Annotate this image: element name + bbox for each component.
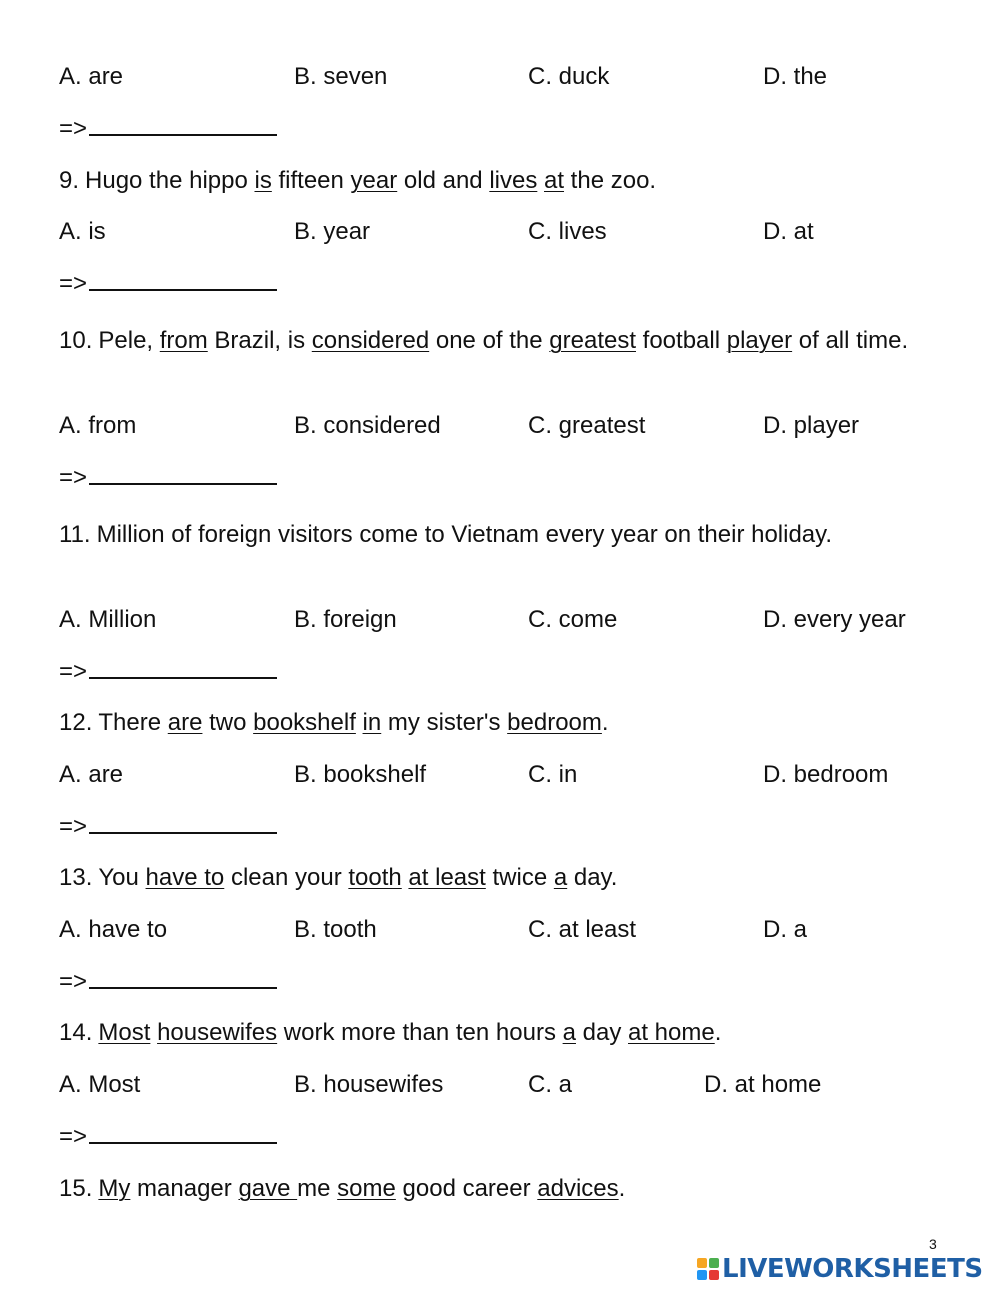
q15-number: 15. bbox=[59, 1175, 93, 1202]
logo-block-red bbox=[709, 1270, 719, 1280]
q14-option-c: C. a bbox=[528, 1071, 573, 1098]
logo-block-orange bbox=[697, 1258, 707, 1268]
q9-answer-blank[interactable] bbox=[89, 269, 277, 291]
q13-number: 13. bbox=[59, 864, 93, 891]
q9-option-b: B. year bbox=[294, 218, 371, 245]
q12-option-b: B. bookshelf bbox=[294, 761, 427, 788]
logo-block-blue bbox=[697, 1270, 707, 1280]
q13-answer-blank[interactable] bbox=[89, 967, 277, 989]
q14-answer-line: => bbox=[59, 1122, 277, 1152]
q8-option-a: A. are bbox=[59, 63, 124, 90]
q11-option-d: D. every year bbox=[763, 606, 906, 633]
q10-option-c: C. greatest bbox=[528, 412, 646, 439]
q11-option-c: C. come bbox=[528, 606, 618, 633]
q13-option-b: B. tooth bbox=[294, 916, 377, 943]
liveworksheets-logo[interactable] bbox=[697, 1254, 983, 1284]
q11-sentence: 11. Million of foreign visitors come to Vietnam every year on their holiday. bbox=[59, 521, 833, 548]
q9-option-c: C. lives bbox=[528, 218, 607, 245]
q10-option-b: B. considered bbox=[294, 412, 441, 439]
q13-option-a: A. have to bbox=[59, 916, 168, 943]
q12-answer-line: => bbox=[59, 812, 277, 842]
q10-option-a: A. from bbox=[59, 412, 137, 439]
q14-sentence: 14. Most housewifes work more than ten hours a day at home. bbox=[59, 1019, 722, 1046]
q10-sentence: 10. Pele, from Brazil, is considered one of the greatest football player of all time. bbox=[59, 327, 909, 354]
q12-option-d: D. bedroom bbox=[763, 761, 889, 788]
liveworksheets-logo-text: LIVEWORKSHEETS bbox=[722, 1254, 983, 1284]
q8-answer-line bbox=[59, 114, 277, 144]
q12-sentence: 12. There are two bookshelf in my sister's bedroom. bbox=[59, 709, 609, 736]
q9-option-a: A. is bbox=[59, 218, 106, 245]
q13-option-d: D. a bbox=[763, 916, 808, 943]
q9-sentence: 9. Hugo the hippo is fifteen year old and lives at the zoo. bbox=[59, 167, 657, 194]
answer-arrow: => bbox=[59, 115, 88, 142]
q13-sentence: 13. You have to clean your tooth at least twice a day. bbox=[59, 864, 618, 891]
q8-option-b: B. seven bbox=[294, 63, 388, 90]
q13-option-c: C. at least bbox=[528, 916, 637, 943]
q14-option-a: A. Most bbox=[59, 1071, 141, 1098]
q10-answer-line: => bbox=[59, 463, 277, 493]
liveworksheets-logo-icon bbox=[697, 1258, 719, 1280]
q14-option-b: B. housewifes bbox=[294, 1071, 444, 1098]
q11-answer-blank[interactable] bbox=[89, 657, 277, 679]
q12-option-c: C. in bbox=[528, 761, 578, 788]
q11-number: 11. bbox=[59, 521, 91, 548]
q10-number: 10. bbox=[59, 327, 93, 354]
q8-option-c: C. duck bbox=[528, 63, 610, 90]
q12-number: 12. bbox=[59, 709, 93, 736]
q8-option-d: D. the bbox=[763, 63, 828, 90]
q13-answer-line: => bbox=[59, 967, 277, 997]
q10-answer-blank[interactable] bbox=[89, 463, 277, 485]
q14-answer-blank[interactable] bbox=[89, 1122, 277, 1144]
q11-option-b: B. foreign bbox=[294, 606, 397, 633]
q12-answer-blank[interactable] bbox=[89, 812, 277, 834]
q14-option-d: D. at home bbox=[704, 1071, 822, 1098]
q9-option-d: D. at bbox=[763, 218, 814, 245]
q14-number: 14. bbox=[59, 1019, 93, 1046]
logo-block-green bbox=[709, 1258, 719, 1268]
q9-answer-line: => bbox=[59, 269, 277, 299]
q12-option-a: A. are bbox=[59, 761, 124, 788]
page-number: 3 bbox=[929, 1236, 937, 1252]
q11-answer-line: => bbox=[59, 657, 277, 687]
q11-option-a: A. Million bbox=[59, 606, 157, 633]
q15-sentence: 15. My manager gave me some good career advices. bbox=[59, 1175, 626, 1202]
q10-option-d: D. player bbox=[763, 412, 860, 439]
q8-answer-blank[interactable] bbox=[89, 114, 277, 136]
q9-number: 9. bbox=[59, 167, 80, 194]
